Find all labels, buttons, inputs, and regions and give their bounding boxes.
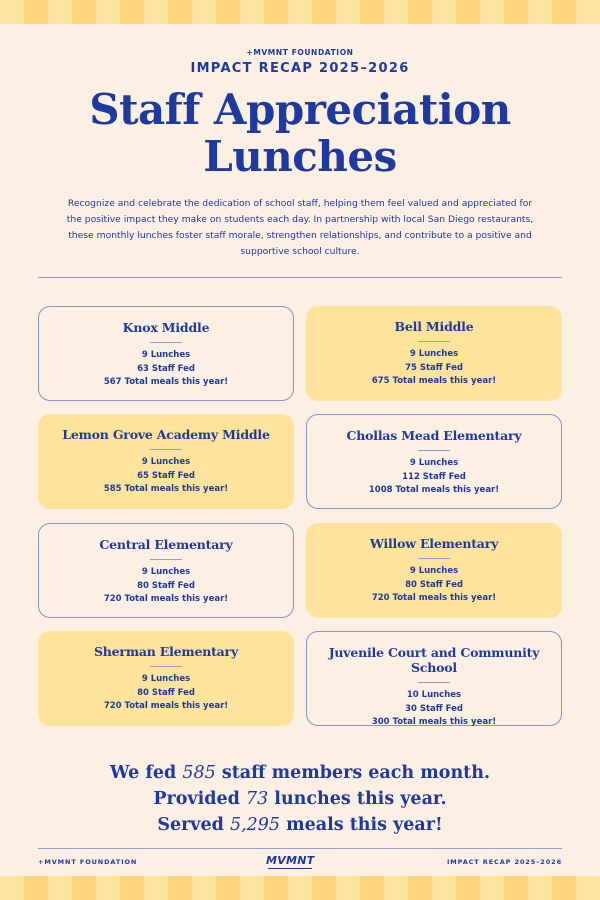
school-card <box>38 306 294 401</box>
school-card <box>306 414 562 509</box>
card-divider <box>418 450 450 451</box>
staff-fed-count: 30 Staff Fed <box>405 703 463 714</box>
lunches-count: 9 Lunches <box>409 349 459 359</box>
summary-line-3-post: meals this year! <box>280 815 443 835</box>
total-meals: 585 Total meals this year! <box>103 484 229 494</box>
card-divider <box>150 342 182 343</box>
total-meals: 720 Total meals this year! <box>371 593 497 603</box>
logo-underline <box>268 868 312 870</box>
school-name: Sherman Elementary <box>93 644 239 659</box>
school-name: Chollas Mead Elementary <box>346 428 522 443</box>
summary-line-3-pre: Served <box>157 815 230 835</box>
lunches-count: 9 Lunches <box>409 458 459 468</box>
staff-fed-count: 112 Staff Fed <box>402 471 466 482</box>
summary-line-1-pre: We fed <box>109 763 183 783</box>
lunches-count: 9 Lunches <box>141 674 191 684</box>
org-name: +MVMNT FOUNDATION <box>246 48 354 57</box>
school-card <box>306 306 562 401</box>
total-meals: 720 Total meals this year! <box>103 701 229 711</box>
school-card <box>306 523 562 618</box>
staff-fed-count: 75 Staff Fed <box>405 362 463 373</box>
bottom-stripe-border <box>0 876 600 900</box>
header <box>0 48 600 260</box>
description: Recognize and celebrate the dedication of school staff, helping them feel valued and appreciated for the positive impact they make on students each day. In partnership with local San Diego restaurants, these monthly lunches foster staff morale, strengthen relationships, and contribute to a positive and supportive school culture. <box>66 198 534 257</box>
card-divider <box>150 449 182 450</box>
summary-meals-total: 5,295 <box>229 815 281 835</box>
summary-line-2-pre: Provided <box>153 789 246 809</box>
summary-line-1-post: staff members each month. <box>215 763 491 783</box>
recap-label: IMPACT RECAP 2025–2026 <box>190 61 410 76</box>
school-name: Lemon Grove Academy Middle <box>62 427 270 442</box>
summary-line-1 <box>0 760 600 786</box>
title-line-1: Staff Appreciation <box>89 85 511 134</box>
lunches-count: 9 Lunches <box>141 567 191 577</box>
staff-fed-count: 80 Staff Fed <box>137 687 195 698</box>
summary-lunches-total: 73 <box>245 789 269 809</box>
summary-staff-monthly: 585 <box>182 763 216 783</box>
summary-line-3 <box>0 812 600 838</box>
summary-line-2 <box>0 786 600 812</box>
school-card <box>38 414 294 509</box>
staff-fed-count: 65 Staff Fed <box>137 470 195 481</box>
lunches-count: 10 Lunches <box>406 690 462 700</box>
divider-bottom <box>38 848 562 849</box>
total-meals: 567 Total meals this year! <box>103 377 229 387</box>
mvmnt-logo <box>266 854 314 870</box>
card-divider <box>418 558 450 559</box>
footer-recap: IMPACT RECAP 2025–2026 <box>446 858 562 866</box>
footer-org: +MVMNT FOUNDATION <box>38 858 138 866</box>
summary <box>0 760 600 838</box>
school-name: Bell Middle <box>394 319 474 334</box>
school-name: Juvenile Court and Community School <box>328 645 540 675</box>
school-card <box>38 631 294 726</box>
logo-text: MVMNT <box>266 854 315 867</box>
school-name: Central Elementary <box>99 537 233 552</box>
lunches-count: 9 Lunches <box>141 350 191 360</box>
divider-top <box>38 277 562 278</box>
staff-fed-count: 80 Staff Fed <box>137 580 195 591</box>
total-meals: 300 Total meals this year! <box>371 717 497 727</box>
title-line-2: Lunches <box>203 132 397 181</box>
lunches-count: 9 Lunches <box>409 566 459 576</box>
staff-fed-count: 80 Staff Fed <box>405 579 463 590</box>
summary-line-2-post: lunches this year. <box>268 789 447 809</box>
lunches-count: 9 Lunches <box>141 457 191 467</box>
school-card <box>38 523 294 618</box>
total-meals: 1008 Total meals this year! <box>368 485 500 495</box>
card-divider <box>150 666 182 667</box>
card-divider <box>418 682 450 683</box>
card-divider <box>150 559 182 560</box>
card-divider <box>418 341 450 342</box>
total-meals: 675 Total meals this year! <box>371 376 497 386</box>
footer <box>38 852 562 872</box>
total-meals: 720 Total meals this year! <box>103 594 229 604</box>
school-card <box>306 631 562 726</box>
staff-fed-count: 63 Staff Fed <box>137 363 195 374</box>
page-title <box>0 86 600 180</box>
top-stripe-border <box>0 0 600 24</box>
school-name: Knox Middle <box>122 320 210 335</box>
school-name: Willow Elementary <box>369 536 499 551</box>
